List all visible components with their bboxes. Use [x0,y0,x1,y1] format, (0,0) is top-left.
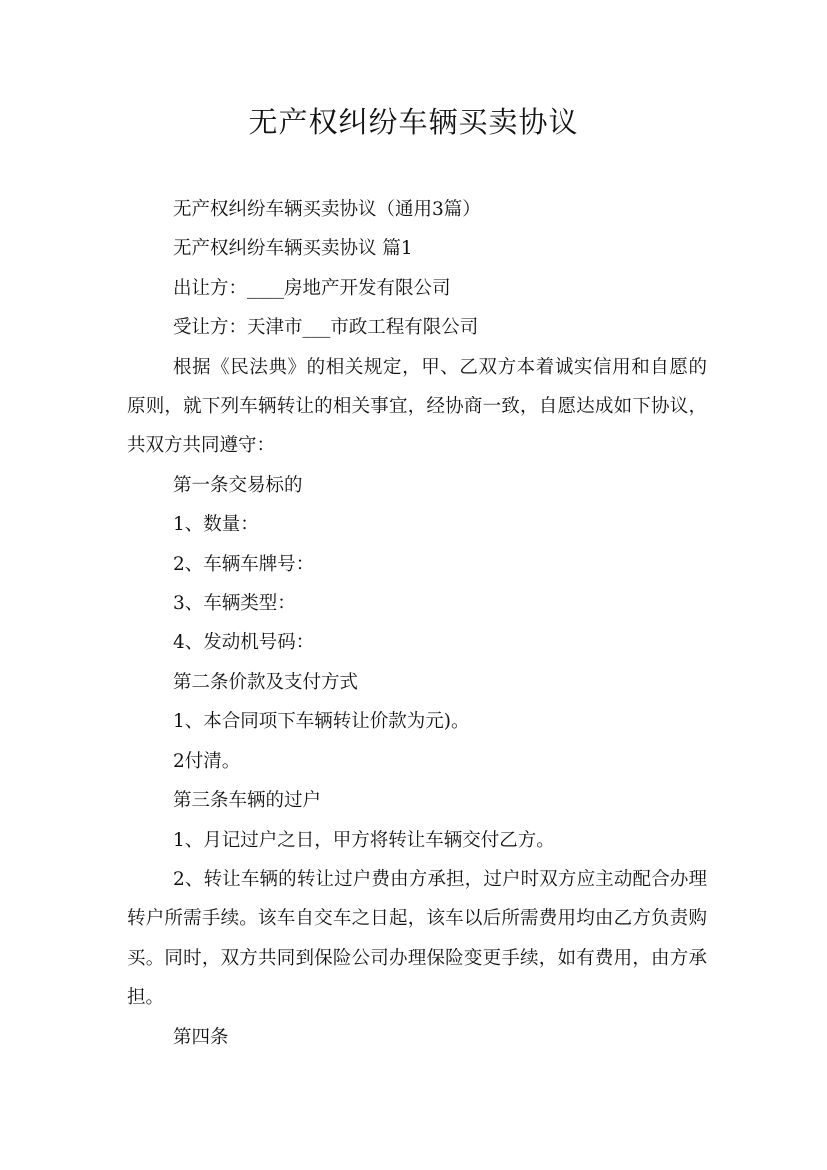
paragraph-subtitle: 无产权纠纷车辆买卖协议（通用3篇） [173,199,481,220]
paragraph-transferee: 受让方：天津市___市政工程有限公司 [173,317,479,339]
paragraph-item: 4、发动机号码： [173,632,315,654]
document-body [127,190,707,1057]
document-title: 无产权纠纷车辆买卖协议 [248,105,579,139]
paragraph-item: 1、本合同项下车辆转让价款为元)。 [173,711,470,733]
paragraph-preamble: 根据《民法典》的相关规定，甲、乙双方本着诚实信用和自愿的原则，就下列车辆转让的相关事宜，经协商一致，自愿达成如下协议，共双方共同遵守： [127,356,707,457]
paragraph-article-3: 第三条车辆的过户 [173,790,322,812]
paragraph-item: 2、车辆车牌号： [173,553,315,575]
paragraph-article-2: 第二条价款及支付方式 [173,671,359,693]
paragraph-item: 1、月记过户之日，甲方将转让车辆交付乙方。 [173,829,555,851]
paragraph-article-4: 第四条 [173,1026,229,1048]
paragraph-transferor: 出让方：____房地产开发有限公司 [173,277,451,299]
paragraph-item: 1、数量： [173,514,259,536]
paragraph-item: 3、车辆类型： [173,593,296,615]
paragraph-part-heading: 无产权纠纷车辆买卖协议 篇1 [173,238,413,260]
paragraph-article-1: 第一条交易标的 [173,474,303,496]
paragraph-item: 2、转让车辆的转让过户费由方承担，过户时双方应主动配合办理转户所需手续。该车自交车之日起，该车以后所需费用均由乙方负责购买。同时，双方共同到保险公司办理保险变更手续，如有费用，由方承担。 [127,868,707,1009]
paragraph-item: 2付清。 [173,750,241,772]
